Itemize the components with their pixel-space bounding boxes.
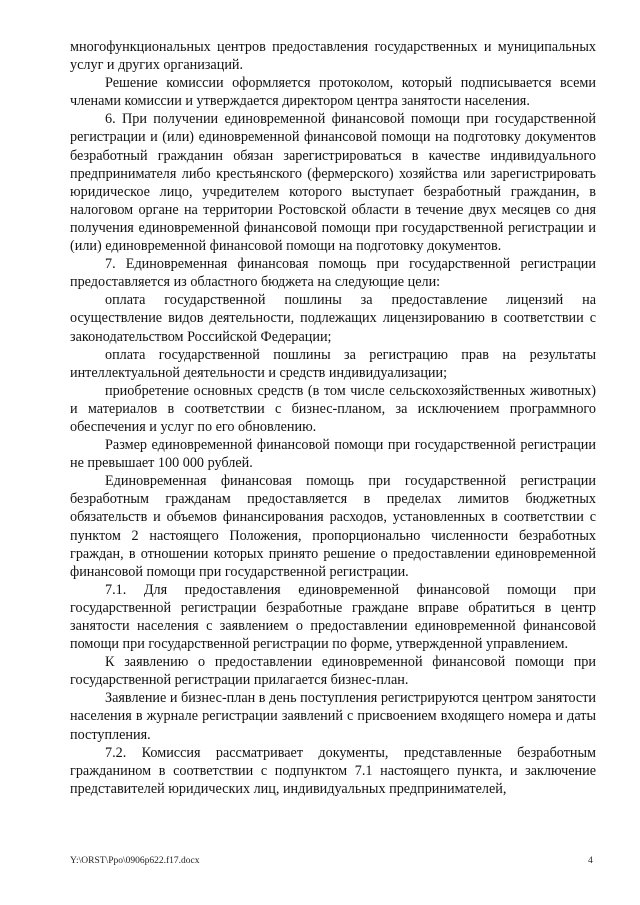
footer-file-path: Y:\ORST\Ppo\0906p622.f17.docx — [70, 856, 200, 866]
paragraph-3: 6. При получении единовременной финансовой помощи при государственной регистрации и (или) единовременной финансовой помощи на подготовку документов безработный гражданин обязан зарегистрироваться в качестве индивидуального предпринимателя либо крестьянского (фермерского) хозяйства или зарегистрировать юридическое лицо, учредителем которого выступает безработный гражданин, в налоговом органе на территории Ростовской области в течение двух месяцев со дня получения единовременной финансовой помощи при государственной регистрации и (или) единовременной финансовой помощи на подготовку документов. — [70, 111, 596, 255]
paragraph-2: Решение комиссии оформляется протоколом, который подписывается всеми членами комиссии и утверждается директором центра занятости населения. — [70, 75, 596, 110]
paragraph-8: Размер единовременной финансовой помощи при государственной регистрации не превышает 100 000 рублей. — [70, 437, 596, 472]
paragraph-12: Заявление и бизнес-план в день поступления регистрируются центром занятости населения в журнале регистрации заявлений с присвоением входящего номера и даты поступления. — [70, 690, 596, 743]
paragraph-10: 7.1. Для предоставления единовременной финансовой помощи при государственной регистрации безработные граждане вправе обратиться в центр занятости населения с заявлением о предоставлении единовременной финансовой помощи при государственной регистрации по форме, утвержденной управлением. — [70, 581, 596, 653]
paragraph-11: К заявлению о предоставлении единовременной финансовой помощи при государственной регистрации прилагается бизнес-план. — [70, 654, 596, 689]
paragraph-6: оплата государственной пошлины за регистрацию прав на результаты интеллектуальной деятельности и средств индивидуализации; — [70, 346, 596, 381]
page-number: 4 — [588, 856, 593, 866]
paragraph-13: 7.2. Комиссия рассматривает документы, представленные безработным гражданином в соответствии с подпунктом 7.1 настоящего пункта, и заключение представителей юридических лиц, индивидуальных предпринимателей, — [70, 744, 596, 797]
paragraph-1: многофункциональных центров предоставления государственных и муниципальных услуг и других организаций. — [70, 39, 596, 74]
paragraph-4: 7. Единовременная финансовая помощь при государственной регистрации предоставляется из областного бюджета на следующие цели: — [70, 256, 596, 291]
document-page — [70, 38, 596, 798]
paragraph-5: оплата государственной пошлины за предоставление лицензий на осуществление видов деятельности, подлежащих лицензированию в соответствии с законодательством Российской Федерации; — [70, 292, 596, 345]
paragraph-7: приобретение основных средств (в том числе сельскохозяйственных животных) и материалов в соответствии с бизнес-планом, за исключением программного обеспечения и услуг по его обновлению. — [70, 382, 596, 435]
paragraph-9: Единовременная финансовая помощь при государственной регистрации безработным гражданам предоставляется в пределах лимитов бюджетных обязательств и объемов финансирования расходов, установленных в соответствии с пунктом 2 настоящего Положения, пропорционально численности безработных граждан, в отношении которых принято решение о предоставлении единовременной финансовой помощи при государственной регистрации. — [70, 473, 596, 580]
